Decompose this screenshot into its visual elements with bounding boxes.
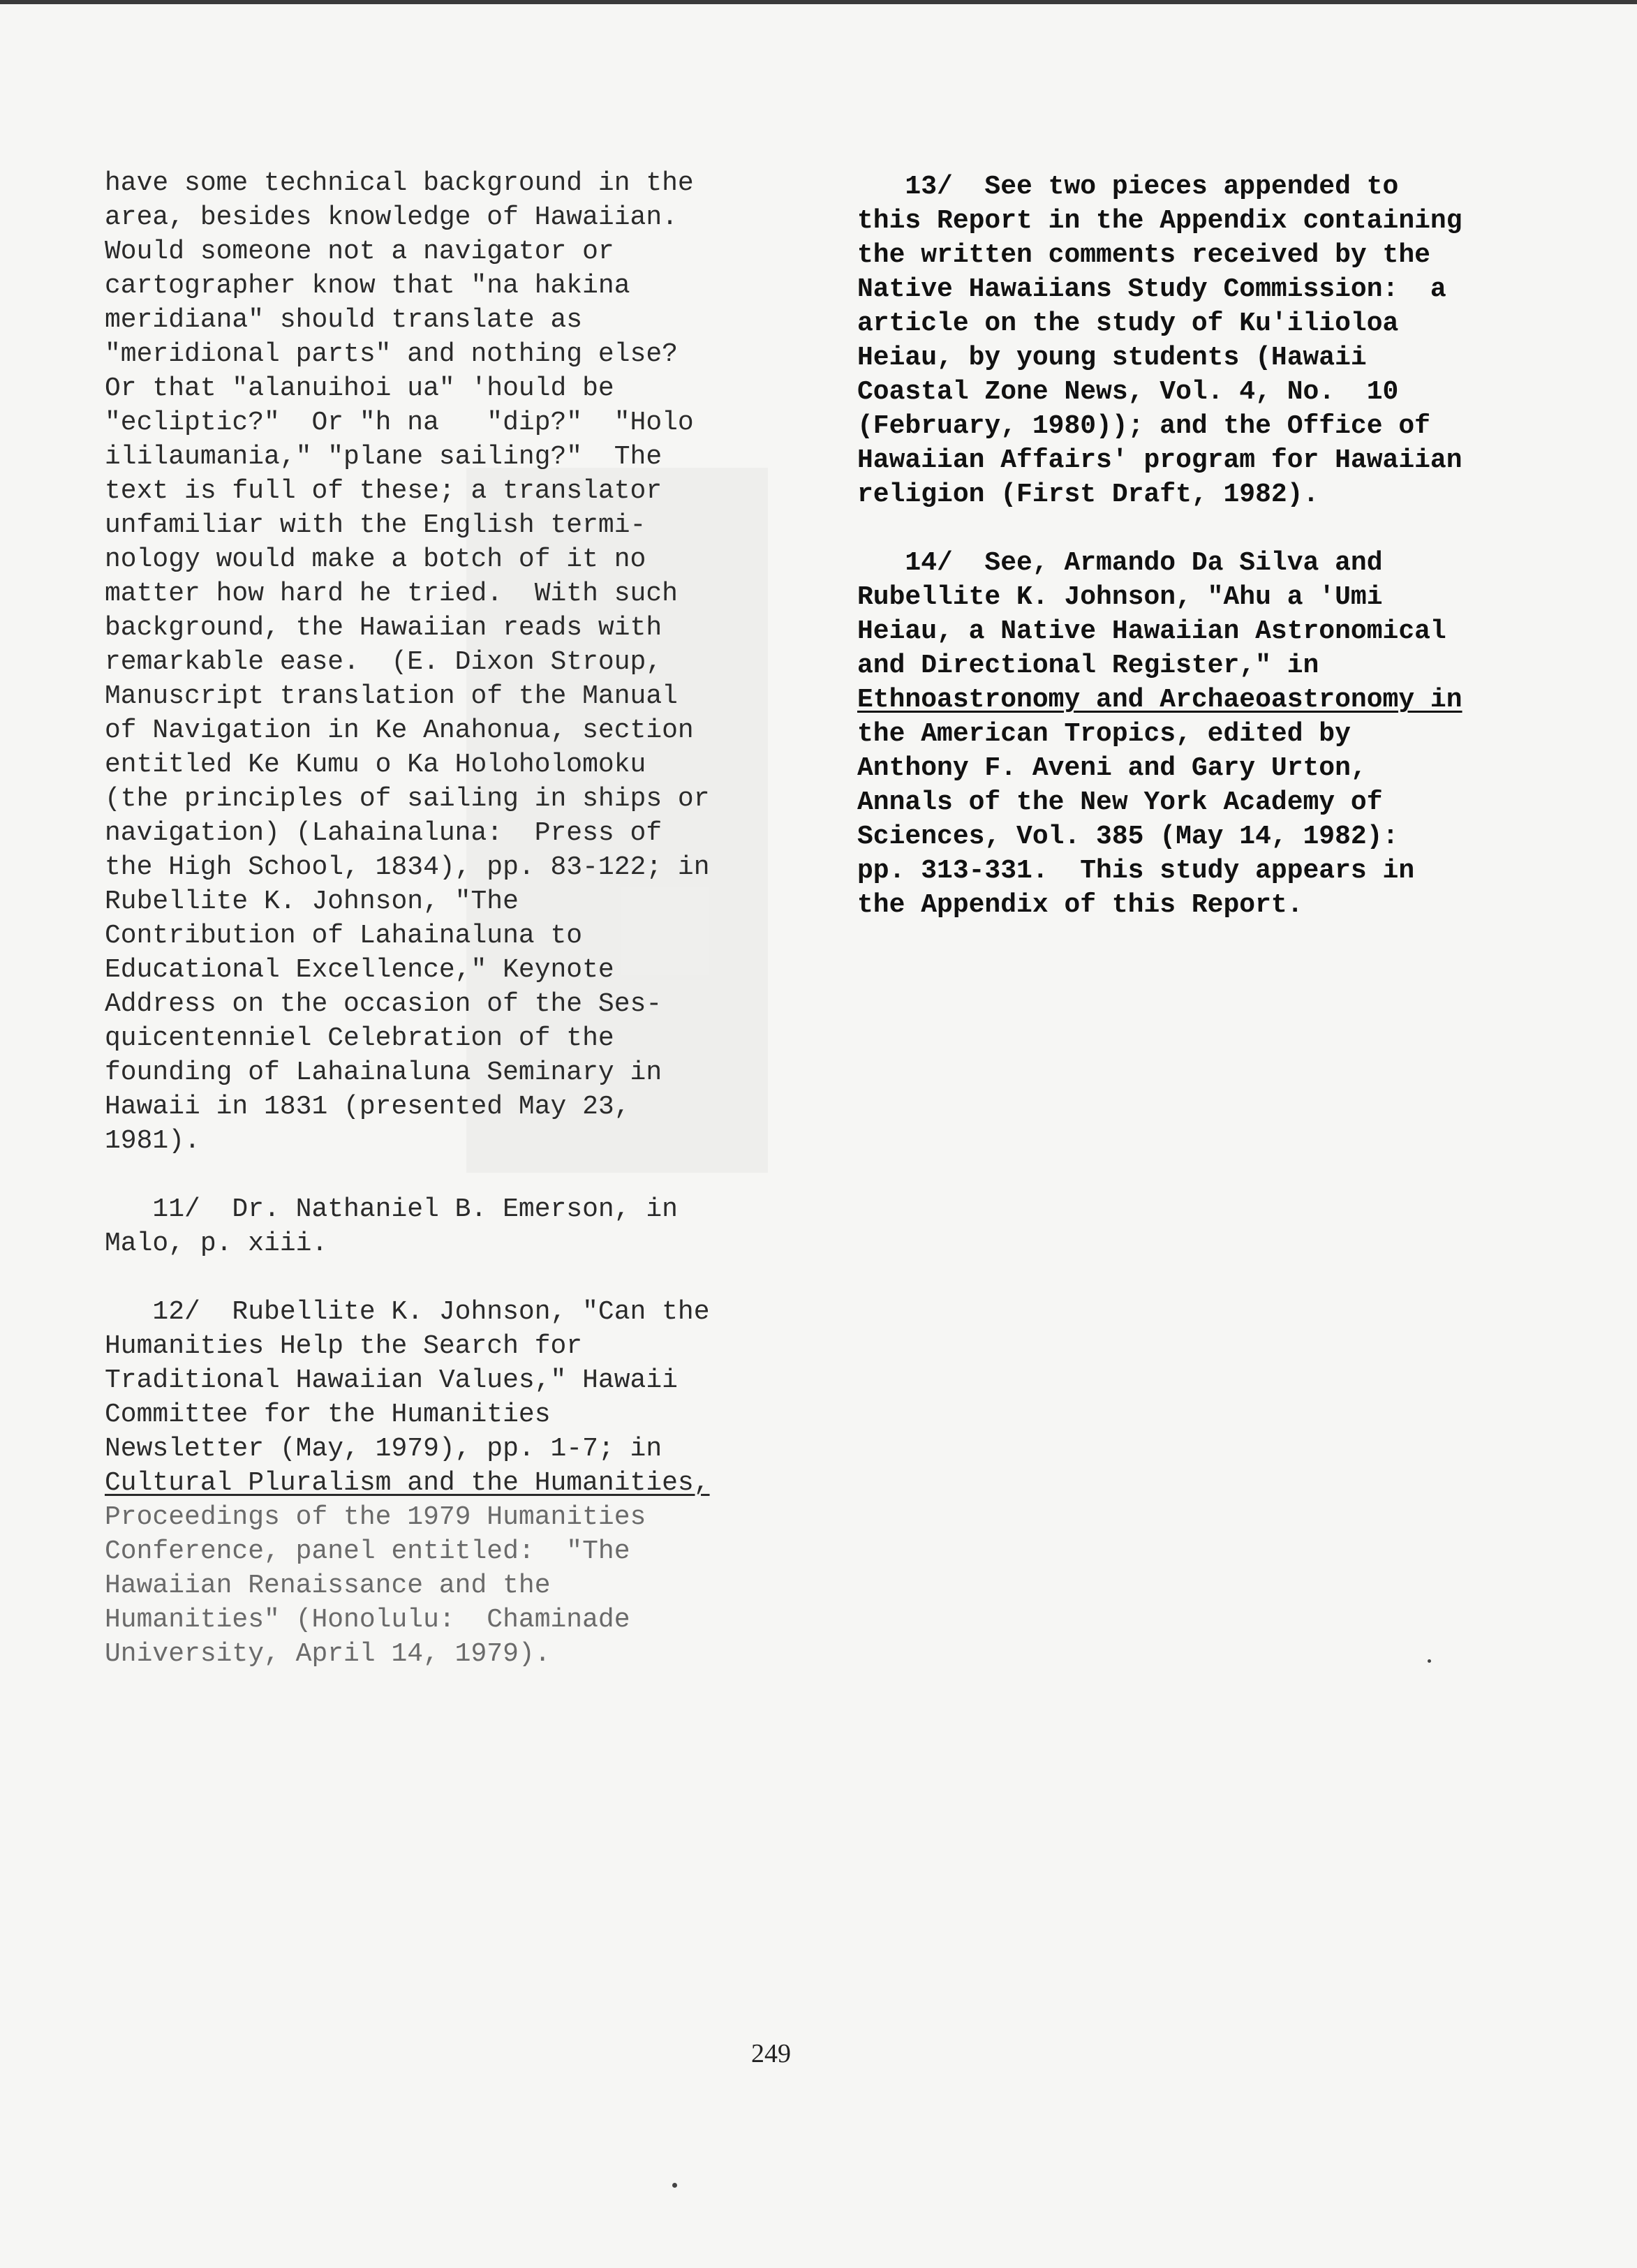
text-line: text is full of these; a translator bbox=[105, 476, 662, 506]
text-line: the High School, 1834), pp. 83-122; in bbox=[105, 852, 710, 882]
text-line: pp. 313-331. This study appears in bbox=[857, 856, 1415, 886]
text-line: "ecliptic?" Or "h na "dip?" "Holo bbox=[105, 408, 694, 438]
text-line: have some technical background in the bbox=[105, 168, 694, 198]
footnote-13 bbox=[857, 170, 1555, 512]
text-line: Annals of the New York Academy of bbox=[857, 787, 1383, 817]
text-line: Newsletter (May, 1979), pp. 1-7; in bbox=[105, 1434, 662, 1464]
text-line: the written comments received by the bbox=[857, 240, 1430, 270]
footnote-14 bbox=[857, 546, 1555, 922]
footnote-12 bbox=[105, 1295, 775, 1671]
text-line: the Appendix of this Report. bbox=[857, 890, 1303, 920]
text-line: 12/ Rubellite K. Johnson, "Can the bbox=[105, 1297, 710, 1327]
text-line: 1981). bbox=[105, 1126, 200, 1156]
text-line: Contribution of Lahainaluna to bbox=[105, 921, 583, 951]
text-line: (February, 1980)); and the Office of bbox=[857, 411, 1430, 441]
text-line: ililaumania," "plane sailing?" The bbox=[105, 442, 662, 472]
text-line: quicentenniel Celebration of the bbox=[105, 1023, 614, 1053]
text-line: unfamiliar with the English termi- bbox=[105, 510, 646, 540]
text-line: area, besides knowledge of Hawaiian. bbox=[105, 202, 678, 232]
text-line: Heiau, by young students (Hawaii bbox=[857, 343, 1367, 373]
text-line: article on the study of Ku'ilioloa bbox=[857, 309, 1399, 339]
text-line: of Navigation in Ke Anahonua, section bbox=[105, 716, 694, 746]
text-line: meridiana" should translate as bbox=[105, 305, 583, 335]
text-line: nology would make a botch of it no bbox=[105, 544, 646, 575]
text-line: and Directional Register," in bbox=[857, 651, 1319, 681]
page-number: 249 bbox=[751, 2039, 791, 2068]
text-line: Hawaiian Affairs' program for Hawaiian bbox=[857, 445, 1462, 475]
text-line: Humanities" (Honolulu: Chaminade bbox=[105, 1605, 630, 1635]
text-line: Cultural Pluralism and the Humanities, bbox=[105, 1468, 710, 1498]
text-line: Or that "alanuihoi ua" 'hould be bbox=[105, 373, 614, 403]
text-line: Manuscript translation of the Manual bbox=[105, 681, 678, 711]
text-line: Sciences, Vol. 385 (May 14, 1982): bbox=[857, 822, 1399, 852]
text-line: the American Tropics, edited by bbox=[857, 719, 1351, 749]
text-line: matter how hard he tried. With such bbox=[105, 579, 678, 609]
text-line: this Report in the Appendix containing bbox=[857, 206, 1462, 236]
text-line: remarkable ease. (E. Dixon Stroup, bbox=[105, 647, 662, 677]
text-line: 11/ Dr. Nathaniel B. Emerson, in bbox=[105, 1194, 678, 1224]
text-line: Would someone not a navigator or bbox=[105, 237, 614, 267]
text-line: Educational Excellence," Keynote bbox=[105, 955, 614, 985]
text-line: 13/ See two pieces appended to bbox=[857, 172, 1399, 202]
text-line: entitled Ke Kumu o Ka Holoholomoku bbox=[105, 750, 646, 780]
text-line: Rubellite K. Johnson, "Ahu a 'Umi bbox=[857, 582, 1383, 612]
text-line: Proceedings of the 1979 Humanities bbox=[105, 1502, 646, 1532]
text-line: navigation) (Lahainaluna: Press of bbox=[105, 818, 662, 848]
text-line: Conference, panel entitled: "The bbox=[105, 1536, 630, 1566]
text-line: Native Hawaiians Study Commission: a bbox=[857, 274, 1446, 304]
text-line: (the principles of sailing in ships or bbox=[105, 784, 710, 814]
text-line: Traditional Hawaiian Values," Hawaii bbox=[105, 1365, 678, 1395]
text-line: Heiau, a Native Hawaiian Astronomical bbox=[857, 616, 1446, 646]
text-line: Ethnoastronomy and Archaeoastronomy in bbox=[857, 685, 1462, 715]
left-column bbox=[105, 166, 775, 1671]
text-line: Hawaii in 1831 (presented May 23, bbox=[105, 1092, 630, 1122]
text-line: background, the Hawaiian reads with bbox=[105, 613, 662, 643]
text-line: "meridional parts" and nothing else? bbox=[105, 339, 678, 369]
scan-speck bbox=[1428, 1659, 1431, 1663]
footnote-11 bbox=[105, 1192, 775, 1261]
scan-speck bbox=[672, 2183, 677, 2188]
text-line: Hawaiian Renaissance and the bbox=[105, 1571, 551, 1601]
text-line: 14/ See, Armando Da Silva and bbox=[857, 548, 1383, 578]
footnote-10-continuation bbox=[105, 166, 775, 1158]
right-column bbox=[857, 170, 1555, 922]
scan-top-edge bbox=[0, 0, 1637, 4]
text-line: Rubellite K. Johnson, "The bbox=[105, 887, 519, 917]
text-line: Address on the occasion of the Ses- bbox=[105, 989, 662, 1019]
text-line: Committee for the Humanities bbox=[105, 1400, 551, 1430]
text-line: Malo, p. xiii. bbox=[105, 1229, 328, 1259]
text-line: religion (First Draft, 1982). bbox=[857, 480, 1319, 510]
text-line: Coastal Zone News, Vol. 4, No. 10 bbox=[857, 377, 1399, 407]
text-line: University, April 14, 1979). bbox=[105, 1639, 551, 1669]
text-line: Anthony F. Aveni and Gary Urton, bbox=[857, 753, 1367, 783]
text-line: cartographer know that "na hakina bbox=[105, 271, 630, 301]
text-line: Humanities Help the Search for bbox=[105, 1331, 583, 1361]
text-line: founding of Lahainaluna Seminary in bbox=[105, 1058, 662, 1088]
